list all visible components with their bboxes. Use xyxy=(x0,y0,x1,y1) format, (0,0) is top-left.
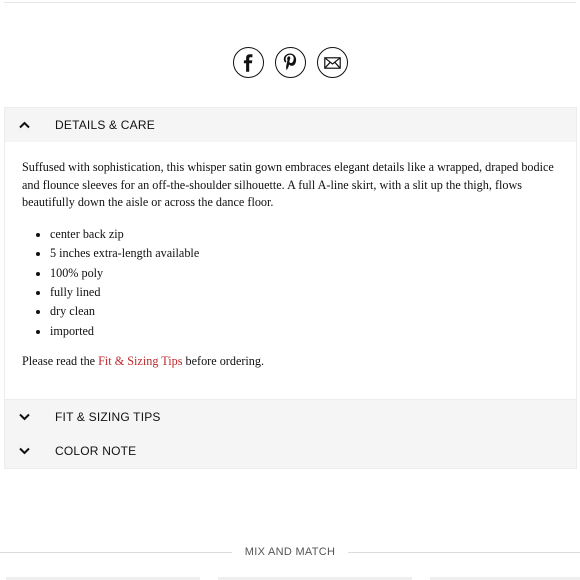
sizing-note-prefix: Please read the xyxy=(22,354,99,369)
details-care-panel xyxy=(5,142,576,400)
fit-sizing-title: FIT & SIZING TIPS xyxy=(55,409,161,424)
share-email-button[interactable] xyxy=(317,47,348,78)
color-note-title: COLOR NOTE xyxy=(55,443,137,458)
mix-and-match-label: MIX AND MATCH xyxy=(244,546,336,558)
product-features-list xyxy=(22,225,560,341)
envelope-icon xyxy=(324,57,341,69)
sizing-note xyxy=(22,353,560,371)
divider-right xyxy=(348,552,580,553)
list-item: • 5 inches extra-length available xyxy=(50,244,560,263)
list-item: • fully lined xyxy=(50,283,560,302)
pinterest-icon xyxy=(283,53,297,72)
list-item: • center back zip xyxy=(50,225,560,244)
list-item: • imported xyxy=(50,322,560,341)
color-note-header[interactable] xyxy=(5,434,576,468)
details-care-title: DETAILS & CARE xyxy=(55,118,155,132)
collapsed-sections xyxy=(5,400,576,468)
chevron-down-icon xyxy=(19,413,30,421)
facebook-icon xyxy=(241,54,255,72)
chevron-up-icon xyxy=(19,121,30,129)
sizing-note-suffix: before ordering. xyxy=(182,354,265,369)
divider-left xyxy=(0,552,232,553)
share-pinterest-button[interactable] xyxy=(275,47,306,78)
top-divider xyxy=(4,2,576,3)
mix-and-match-heading xyxy=(0,544,580,560)
chevron-down-icon xyxy=(19,447,30,455)
fit-sizing-header[interactable] xyxy=(5,400,576,434)
product-description: Suffused with sophistication, this whisper satin gown embraces elegant details like a wrapped, draped bodice and flounce sleeves for an off-the-shoulder silhouette. A full A-line skirt, with a slit up the thigh, flows beautifully down the aisle or across the dance floor. xyxy=(22,160,554,210)
list-item: • 100% poly xyxy=(50,264,560,283)
fit-sizing-tips-link[interactable]: Fit & Sizing Tips xyxy=(98,354,183,369)
details-care-header[interactable] xyxy=(5,108,576,142)
share-facebook-button[interactable] xyxy=(233,47,264,78)
product-accordion xyxy=(4,107,577,469)
list-item: • dry clean xyxy=(50,302,560,321)
share-buttons xyxy=(0,47,580,78)
